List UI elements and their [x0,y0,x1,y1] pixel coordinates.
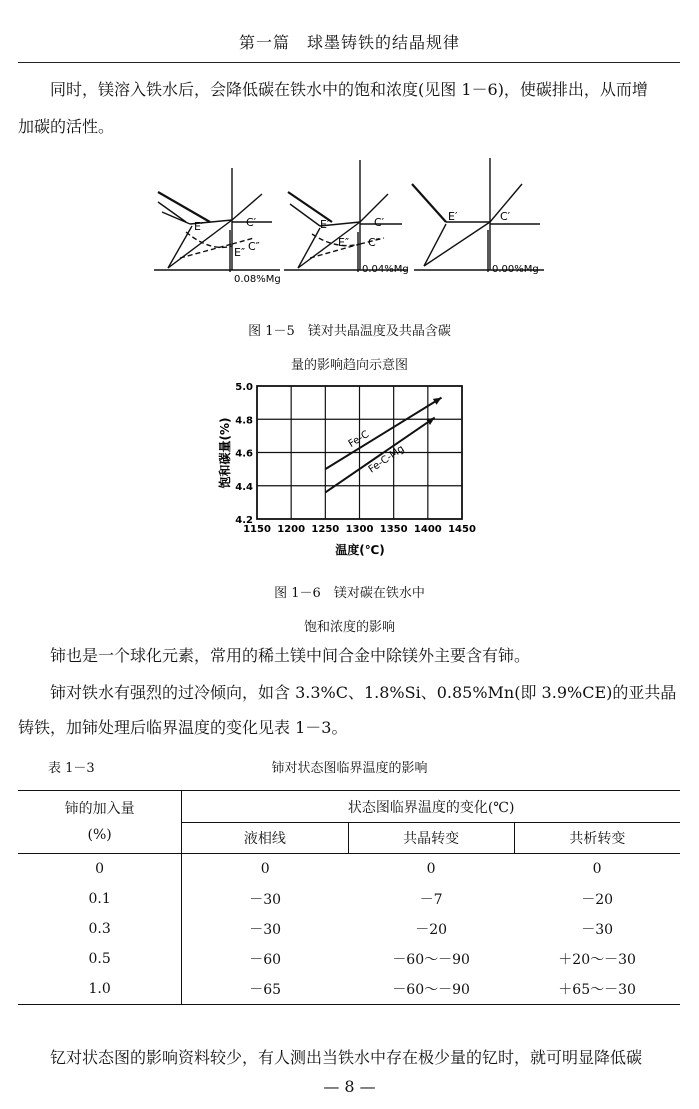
table-header-addition [18,791,182,854]
table-row [18,944,680,974]
chart-x-axis-label: 温度(℃) [335,543,385,557]
table-subheader-eutectoid: 共析转变 [569,831,626,847]
table-cell: －60～－90 [392,982,470,998]
chart-series-label-fe-c-mg: Fe-C-Mg [366,443,407,476]
chart-x-tick-label: 1400 [413,524,442,535]
paragraph-3-line-1: 铈对铁水有强烈的过冷倾向，如含 3.3%C、1.8%Si、0.85%Mn(即 3.9%CE)的亚共晶 [50,683,677,702]
table-cell: 0.5 [18,944,182,974]
chart-x-tick-label: 1350 [379,524,408,535]
panel-2-label-e2: E″ [338,236,350,249]
table-cell: －30 [249,922,282,938]
table-subheader-eutectic: 共晶转变 [348,823,514,854]
table-cell: －20 [415,922,448,938]
chart-y-tick-label: 4.4 [235,481,253,493]
table-header-addition-line-2: (%) [87,827,112,843]
table-row [18,914,680,944]
chart-series-arrow-fe-c [433,395,443,405]
chart-x-tick-label: 1300 [345,524,374,535]
table-cell: 0 [426,861,436,877]
table-cell: －30 [581,922,614,938]
figure-1-5-panel-3 [412,158,544,272]
panel-3-label-e1: E′ [448,210,458,223]
chart-y-tick-label: 5.0 [235,382,253,393]
chart-x-tick-label: 1150 [243,524,271,535]
table-1-3-title: 铈对状态图临界温度的影响 [271,761,428,776]
table-header-group: 状态图临界温度的变化(℃) [182,791,680,823]
table-cell: －60～－90 [392,952,470,968]
chart-y-tick-label: 4.6 [235,448,253,460]
figure-1-6-caption-line-1: 图 1－6 镁对碳在铁水中 [274,586,425,601]
paragraph-1-line-2: 加碳的活性。 [18,117,115,136]
table-cell: －7 [419,892,443,908]
panel-2-label-mg: 0.04%Mg [362,264,409,275]
chart-x-tick-label: 1200 [277,524,306,535]
figure-1-6-caption-line-2: 饱和浓度的影响 [303,620,395,635]
chart-series-label-fe-c: Fe-C [346,429,372,450]
table-cell: －30 [249,892,282,908]
table-cell: 0.1 [18,884,182,914]
panel-1-label-c2: C″ [248,240,260,253]
page-number: — 8 — [323,1077,376,1096]
panel-1-label-mg: 0.08%Mg [234,274,281,285]
table-cell: 0.3 [18,914,182,944]
table-cell: －65 [249,982,282,998]
panel-1-label-e2: E″ [234,246,246,259]
header-rule [18,62,680,63]
panel-3-label-c1: C′ [500,210,511,223]
panel-2-label-e1: E′ [320,218,330,231]
table-row [18,974,680,1005]
table-header-addition-line-1: 铈的加入量 [64,801,135,817]
figure-1-5-diagram [150,150,550,285]
figure-1-5-panel-1 [154,168,280,272]
panel-2-label-c2: C″ [368,236,380,249]
table-cell: 1.0 [18,974,182,1005]
table-cell: 0 [592,861,602,877]
table-subheader-liquidus: 液相线 [182,823,348,854]
chart-y-tick-label: 4.2 [235,515,253,526]
paragraph-2: 铈也是一个球化元素，常用的稀土镁中间合金中除镁外主要含有铈。 [50,646,531,665]
figure-1-5-panel-2 [284,160,408,272]
panel-3-label-mg: 0.00%Mg [492,264,539,275]
table-cell: －60 [249,952,282,968]
table-cell: 0 [260,861,270,877]
table-row [18,854,680,885]
table-cell: ＋20～－30 [558,952,636,968]
chart-series-line-fe-c-mg [325,418,434,493]
figure-1-6-chart [215,378,480,563]
page-header: 第一篇 球墨铸铁的结晶规律 [238,33,460,52]
chart-y-tick-label: 4.8 [235,415,253,427]
chart-x-tick-label: 1450 [448,524,476,535]
table-row [18,884,680,914]
table-1-3-label: 表 1－3 [48,761,95,776]
table-1-3 [18,790,680,1005]
table-cell: －20 [581,892,614,908]
table-cell: 0 [18,854,182,885]
panel-1-label-c1: C′ [246,216,257,229]
paragraph-1-line-1: 同时，镁溶入铁水后，会降低碳在铁水中的饱和浓度(见图 1－6)，使碳排出，从而增 [50,80,648,99]
paragraph-3-line-2: 铸铁，加铈处理后临界温度的变化见表 1－3。 [18,718,348,737]
chart-x-tick-label: 1250 [311,524,340,535]
paragraph-4: 钇对状态图的影响资料较少，有人测出当铁水中存在极少量的钇时，就可明显降低碳 [50,1048,643,1067]
figure-1-5-caption-line-1: 图 1－5 镁对共晶温度及共晶含碳 [248,324,451,339]
panel-1-label-e1: E′ [194,220,204,233]
table-cell: ＋65～－30 [558,982,636,998]
panel-2-label-c1: C′ [374,216,385,229]
chart-y-axis-label: 饱和碳量(%) [218,417,232,489]
figure-1-5-caption-line-2: 量的影响趋向示意图 [290,358,408,373]
